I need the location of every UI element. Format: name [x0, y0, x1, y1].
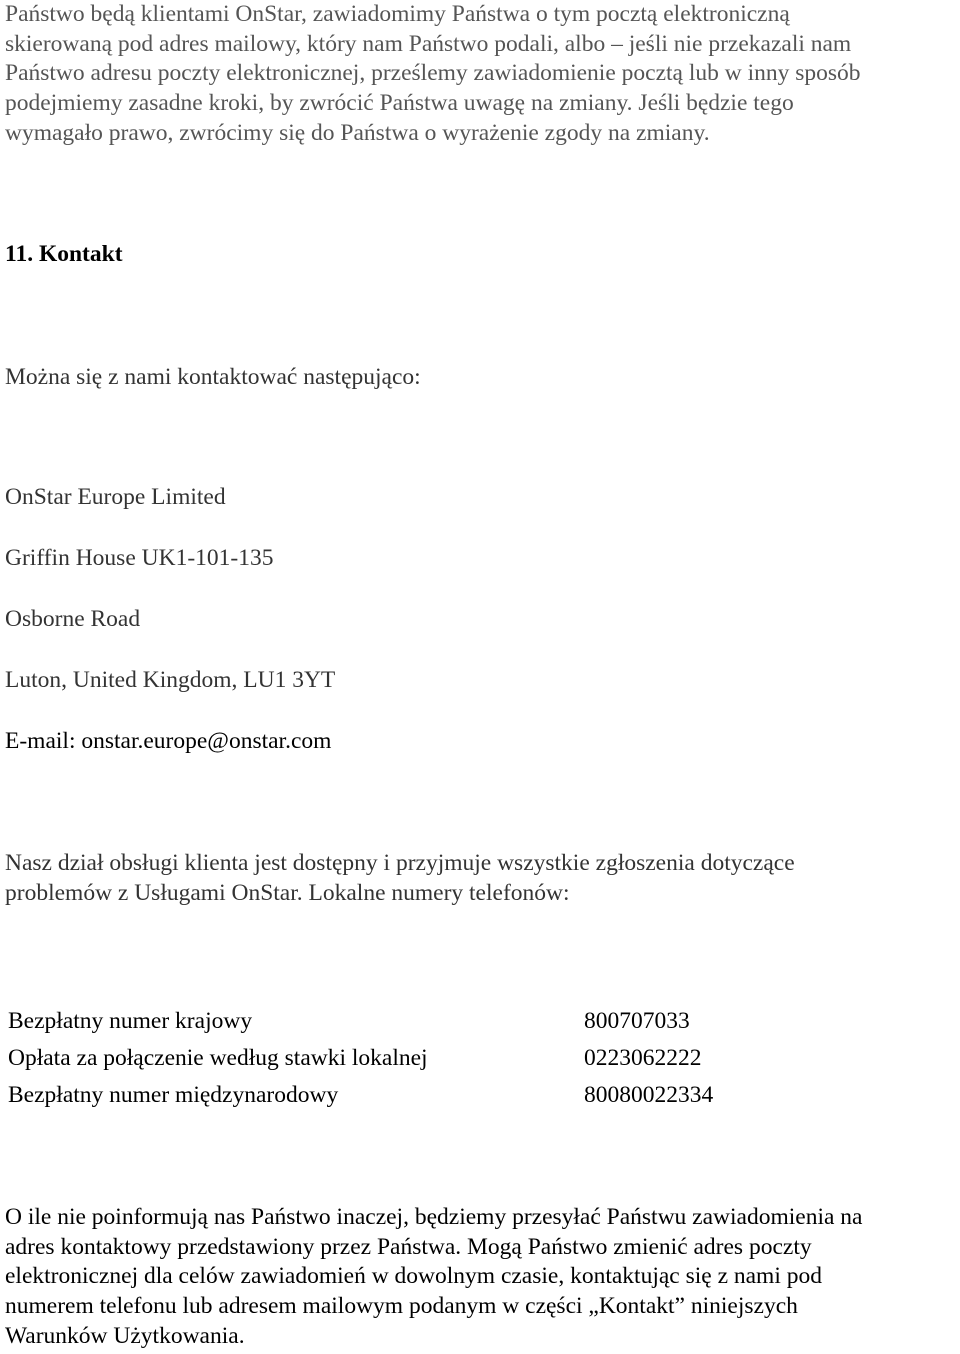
phone-number[interactable]: 0223062222 [584, 1045, 702, 1071]
section-heading: 11. Kontakt [5, 241, 123, 267]
notice-line: numerem telefonu lub adresem mailowym podanym w części „Kontakt” niniejszych [5, 1293, 798, 1320]
address-company: OnStar Europe Limited [5, 484, 226, 510]
phone-label: Bezpłatny numer krajowy [8, 1008, 253, 1034]
support-line: problemów z Usługami OnStar. Lokalne numery telefonów: [5, 879, 570, 906]
address-building: Griffin House UK1-101-135 [5, 545, 274, 571]
notice-line: elektronicznej dla celów zawiadomień w dowolnym czasie, kontaktując się z nami pod [5, 1263, 822, 1290]
notice-line: Warunków Użytkowania. [5, 1322, 245, 1349]
support-line: Nasz dział obsługi klienta jest dostępny i przyjmuje wszystkie zgłoszenia dotyczące [5, 850, 795, 876]
address-city: Luton, United Kingdom, LU1 3YT [5, 667, 336, 693]
phone-numbers-table [8, 1003, 784, 1114]
phone-number[interactable]: 800707033 [584, 1008, 690, 1034]
phone-label: Bezpłatny numer międzynarodowy [8, 1082, 339, 1108]
contact-intro-text: Można się z nami kontaktować następująco: [5, 364, 421, 390]
intro-paragraph [5, 0, 861, 149]
notice-paragraph [5, 1203, 862, 1352]
phone-label: Opłata za połączenie według stawki lokalnej [8, 1045, 428, 1071]
intro-line: Państwo adresu poczty elektronicznej, prześlemy zawiadomienie pocztą lub w inny sposób [5, 60, 861, 87]
intro-line: wymagało prawo, zwrócimy się do Państwa o wyrażenie zgody na zmiany. [5, 119, 710, 146]
table-row [8, 1077, 784, 1114]
phone-number[interactable]: 80080022334 [584, 1082, 714, 1108]
intro-line: skierowaną pod adres mailowy, który nam Państwo podali, albo – jeśli nie przekazali nam [5, 30, 852, 57]
address-street: Osborne Road [5, 606, 141, 632]
table-row [8, 1040, 784, 1077]
address-email[interactable]: E-mail: onstar.europe@onstar.com [5, 728, 332, 754]
support-paragraph [5, 849, 795, 908]
notice-line: O ile nie poinformują nas Państwo inaczej, będziemy przesyłać Państwu zawiadomienia na [5, 1204, 863, 1230]
notice-line: adres kontaktowy przedstawiony przez Państwa. Mogą Państwo zmienić adres poczty [5, 1233, 812, 1260]
table-row [8, 1003, 784, 1040]
intro-line: podejmiemy zasadne kroki, by zwrócić Państwa uwagę na zmiany. Jeśli będzie tego [5, 90, 794, 117]
intro-line: Państwo będą klientami OnStar, zawiadomimy Państwa o tym pocztą elektroniczną [5, 1, 790, 27]
